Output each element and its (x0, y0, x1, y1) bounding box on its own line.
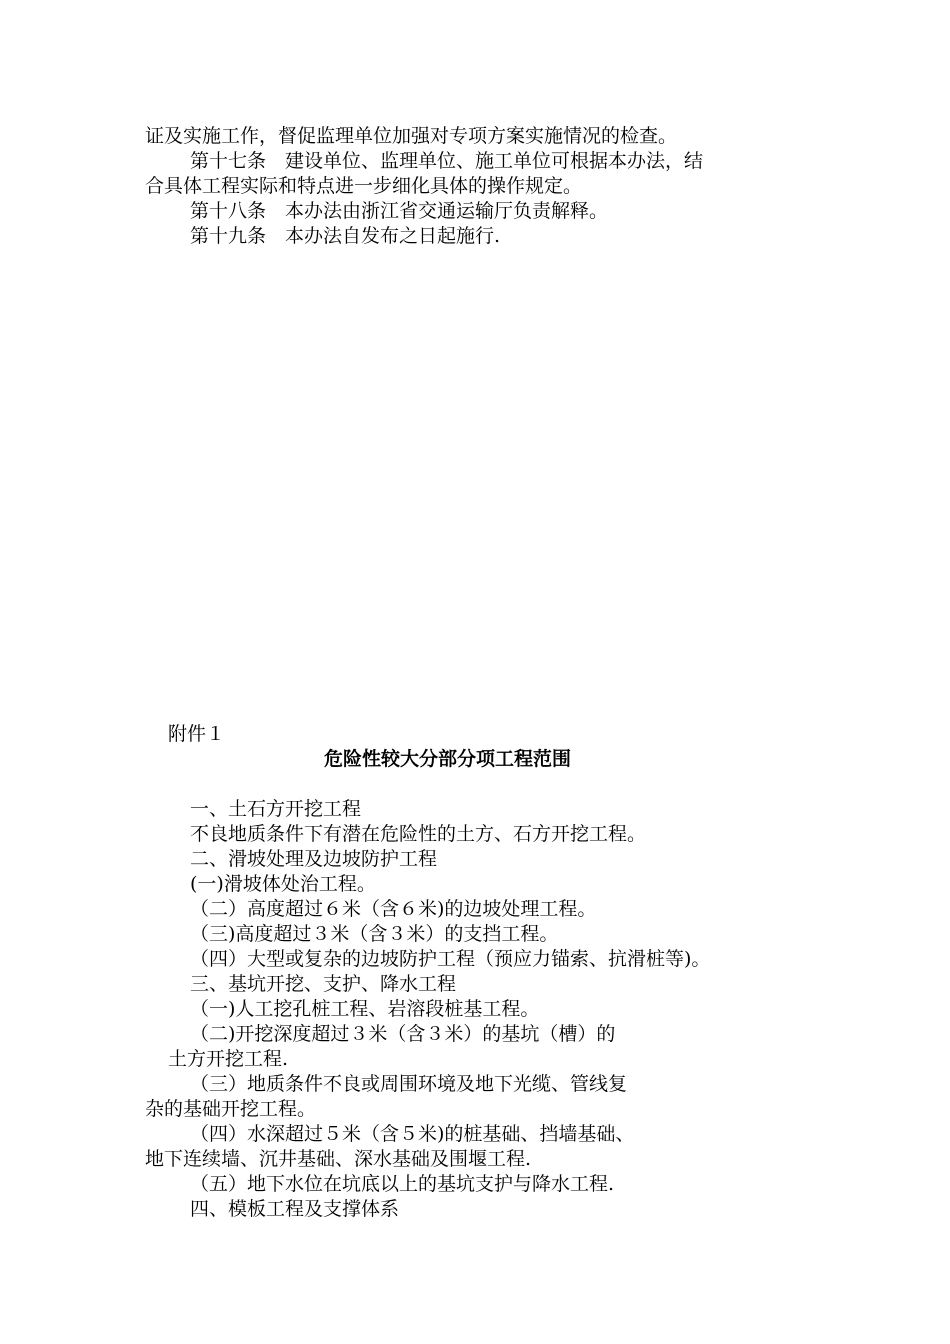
attachment-label: 附件１ (168, 723, 226, 745)
section-heading-1: 一、土石方开挖工程 (190, 798, 362, 820)
body-text-line: 合具体工程实际和特点进一步细化具体的操作规定。 (145, 175, 583, 197)
list-item: （二)开挖深度超过３米（含３米）的基坑（槽）的 (190, 1023, 616, 1045)
section-heading-2: 二、滑坡处理及边坡防护工程 (190, 848, 438, 870)
list-item: （三）地质条件不良或周围环境及地下光缆、管线复 (190, 1073, 628, 1095)
list-item: （二）高度超过６米（含６米)的边坡处理工程。 (190, 898, 597, 920)
list-item: 不良地质条件下有潜在危险性的土方、石方开挖工程。 (190, 823, 647, 845)
list-item: （四）水深超过５米（含５米)的桩基础、挡墙基础、 (190, 1123, 635, 1145)
list-item-continuation: 土方开挖工程. (168, 1048, 289, 1070)
list-item: （一)人工挖孔桩工程、岩溶段桩基工程。 (190, 998, 540, 1020)
section-heading-3: 三、基坑开挖、支护、降水工程 (190, 973, 457, 995)
list-item: (一)滑坡体处治工程。 (190, 873, 376, 895)
body-text-line: 证及实施工作，督促监理单位加强对专项方案实施情况的检查。 (145, 125, 678, 147)
list-item-continuation: 地下连续墙、沉井基础、深水基础及围堰工程. (145, 1148, 532, 1170)
section-heading-4: 四、模板工程及支撑体系 (190, 1198, 400, 1220)
article-18-line: 第十八条 本办法由浙江省交通运输厅负责解释。 (190, 200, 609, 222)
list-item: （五）地下水位在坑底以上的基坑支护与降水工程. (190, 1173, 615, 1195)
list-item: （三)高度超过３米（含３米）的支挡工程。 (190, 923, 559, 945)
list-item: （四）大型或复杂的边坡防护工程（预应力锚索、抗滑桩等)。 (190, 948, 711, 970)
list-item-continuation: 杂的基础开挖工程。 (145, 1098, 317, 1120)
attachment-title: 危险性较大分部分项工程范围 (324, 748, 572, 770)
article-19-line: 第十九条 本办法自发布之日起施行. (190, 225, 501, 247)
article-17-line: 第十七条 建设单位、监理单位、施工单位可根据本办法，结 (190, 150, 704, 172)
